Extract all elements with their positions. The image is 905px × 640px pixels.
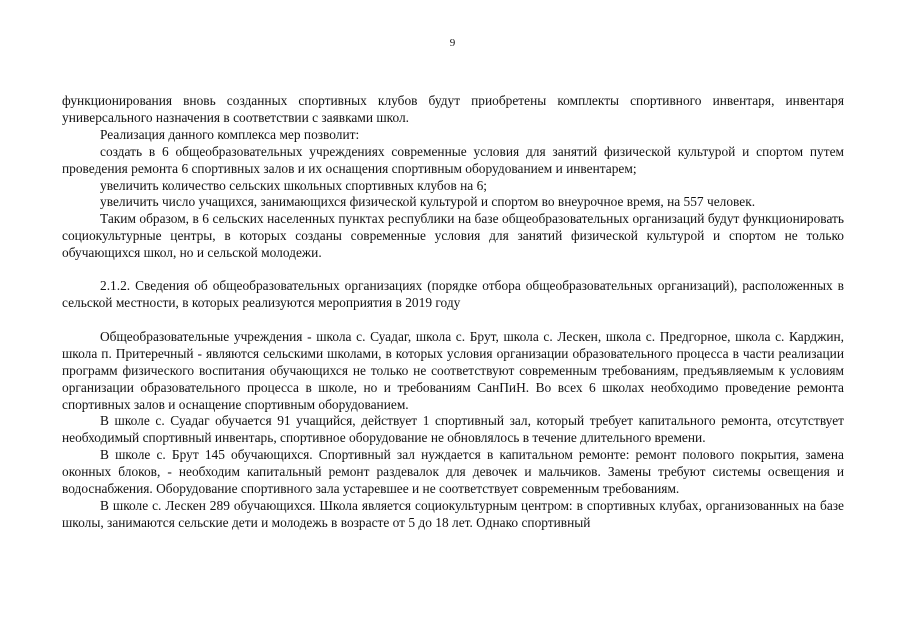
page-number: 9	[449, 37, 456, 49]
paragraph-measures-intro: Реализация данного комплекса мер позволит:	[100, 126, 360, 142]
paragraph-conclusion: Таким образом, в 6 сельских населенных пунктах республики на базе общеобразовательных организаций будут функционировать социокультурные центры, в которых созданы современные условия для занятий физической культурой и спортом не только обучающихся школ, но и сельской молодежи.	[62, 211, 844, 261]
paragraph-continuation: функционирования вновь созданных спортивных клубов будут приобретены комплекты спортивного инвентаря, инвентаря универсального назначения в соответствии с заявками школ.	[62, 93, 844, 125]
paragraph-school-suadag: В школе с. Суадаг обучается 91 учащийся, действует 1 спортивный зал, который требует капитального ремонта, отсутствует необходимый спортивный инвентарь, спортивное оборудование не обновлялось в течение длительного времени.	[62, 413, 844, 446]
paragraph-school-brut: В школе с. Брут 145 обучающихся. Спортивный зал нуждается в капитальном ремонте: ремонт полового покрытия, замена оконных блоков, - необходим капитальный ремонт раздевалок для девочек и мальчиков. Замены требуют системы освещения и водоснабжения. Оборудование спортивного зала устаревшее и не соответствует современным требованиям.	[62, 447, 844, 497]
section-heading-2-1-2: 2.1.2. Сведения об общеобразовательных организациях (порядке отбора общеобразовательных организаций), расположенных в сельской местности, в которых реализуются мероприятия в 2019 году	[62, 278, 844, 310]
document-body	[62, 93, 844, 532]
paragraph-measure-create-conditions: создать в 6 общеобразовательных учреждениях современные условия для занятий физической культурой и спортом путем проведения ремонта 6 спортивных залов и их оснащения спортивным оборудованием и инвентарем;	[62, 143, 844, 176]
paragraph-schools-overview: Общеобразовательные учреждения - школа с. Суадаг, школа с. Брут, школа с. Лескен, школа с. Предгорное, школа с. Карджин, школа п. Притеречный - являются сельскими школами, в которых условия организации образовательного процесса в части реализации программ физического воспитания обучающихся не только не соответствуют современным требованиям, предъявляемым к условиям организации образовательного процесса в школе, но и требованиям СанПиН. Во всех 6 школах необходимо проведение ремонта спортивных залов и оснащение спортивным оборудованием.	[62, 328, 844, 412]
paragraph-measure-increase-students: увеличить число учащихся, занимающихся физической культурой и спортом во внеурочное время, на 557 человек.	[100, 194, 756, 210]
paragraph-school-lesken: В школе с. Лескен 289 обучающихся. Школа является социокультурным центром: в спортивных клубах, организованных на базе школы, занимаются сельские дети и молодежь в возрасте от 5 до 18 лет. Однако спортивный	[62, 497, 844, 530]
paragraph-measure-increase-clubs: увеличить количество сельских школьных спортивных клубов на 6;	[100, 177, 487, 193]
